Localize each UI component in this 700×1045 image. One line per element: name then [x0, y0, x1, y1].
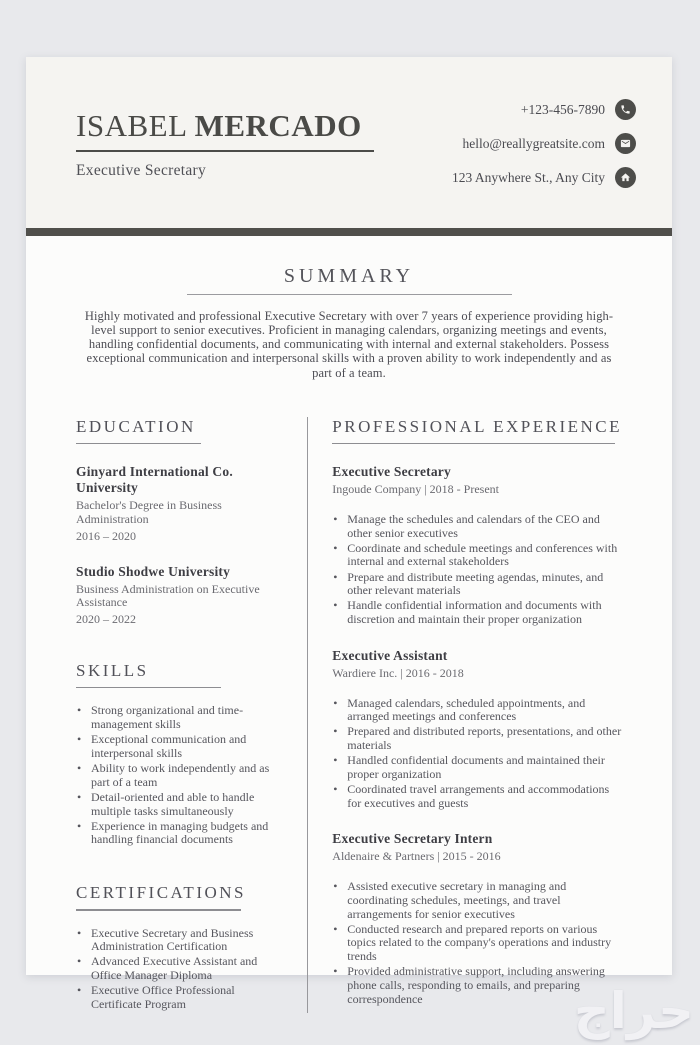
resume-header: [26, 57, 672, 228]
skill-item: • Detail-oriented and able to handle multiple tasks simultaneously: [76, 791, 285, 818]
job-bullet: • Handle confidential information and documents with discretion and maintain their proper organization: [332, 599, 622, 626]
job-bullet: • Prepare and distribute meeting agendas, minutes, and other relevant materials: [332, 571, 622, 598]
job-bullet: • Conducted research and prepared reports on various topics related to the company's operations and industry trends: [332, 923, 622, 964]
education-heading: EDUCATION: [76, 416, 196, 436]
skills-heading: SKILLS: [76, 660, 149, 680]
home-icon: [615, 167, 636, 188]
certification-item: • Executive Secretary and Business Administration Certification: [76, 927, 285, 954]
street-address: 123 Anywhere St., Any City: [451, 169, 605, 185]
last-name: MERCADO: [194, 108, 362, 143]
email-address: hello@reallygreatsite.com: [462, 135, 605, 151]
resume-body: [26, 265, 672, 1045]
certification-item: • Advanced Executive Assistant and Office Manager Diploma: [76, 955, 285, 982]
certifications-section: [76, 883, 285, 1012]
skill-item: • Strong organizational and time-management skills: [76, 704, 285, 731]
summary-section: [76, 265, 622, 380]
job-bullet: • Prepared and distributed reports, presentations, and other materials: [332, 725, 622, 752]
experience-underline: [332, 443, 615, 445]
summary-underline: [187, 294, 512, 295]
skills-list: [76, 704, 285, 847]
job-bullet: • Assisted executive secretary in managing and coordinating schedules, meetings, and travel arrangements for senior executives: [332, 880, 622, 921]
job-bullet: • Coordinate and schedule meetings and conferences with internal and external stakeholders: [332, 542, 622, 569]
skills-section: [76, 661, 285, 847]
email-icon: [615, 133, 636, 154]
job-bullet: • Managed calendars, scheduled appointments, and arranged meetings and conferences: [332, 697, 622, 724]
school-name: Studio Shodwe University: [76, 563, 231, 579]
job-bullet: • Handled confidential documents and maintained their proper organization: [332, 754, 622, 781]
skill-item: • Experience in managing budgets and handling financial documents: [76, 820, 285, 847]
job-bullet: • Provided administrative support, including answering phone calls, responding to emails, and preparing correspondence: [332, 965, 622, 1006]
summary-heading: SUMMARY: [283, 265, 415, 287]
experience-section: [332, 417, 622, 1007]
job-title-3: Executive Secretary Intern: [332, 831, 493, 847]
education-dates: 2020 – 2022: [76, 612, 136, 627]
job-meta-2: Wardiere Inc. | 2016 - 2018: [332, 665, 464, 680]
header-divider-bar: [26, 228, 672, 236]
education-dates: 2016 – 2020: [76, 528, 136, 543]
contact-row-phone: [452, 99, 636, 120]
haraj-watermark: حراج: [573, 982, 694, 1040]
job-entry: [332, 831, 622, 1006]
contact-row-email: [452, 133, 636, 154]
identity-block: [76, 109, 374, 228]
contact-list: [452, 99, 636, 228]
certification-item: • Executive Office Professional Certificate Program: [76, 984, 285, 1011]
skill-item: • Exceptional communication and interpersonal skills: [76, 733, 285, 760]
contact-row-address: [452, 167, 636, 188]
right-column: [308, 417, 622, 1014]
skill-item: • Ability to work independently and as part of a team: [76, 762, 285, 789]
skills-underline: [76, 687, 221, 689]
job-bullets-1: [332, 513, 622, 627]
certifications-underline: [76, 909, 241, 911]
person-name: [76, 109, 374, 143]
education-entry: [76, 464, 285, 543]
certifications-heading: CERTIFICATIONS: [76, 883, 246, 903]
job-meta-3: Aldenaire & Partners | 2015 - 2016: [332, 849, 501, 864]
phone-icon: [615, 99, 636, 120]
degree: Business Administration on Executive Assistance: [76, 581, 260, 610]
two-column-area: [76, 417, 622, 1045]
education-section: [76, 417, 285, 627]
phone-number: +123-456-7890: [520, 101, 605, 117]
job-entry: [332, 464, 622, 627]
job-bullet: • Coordinated travel arrangements and accommodations for executives and guests: [332, 783, 622, 810]
job-title: Executive Secretary: [76, 162, 207, 180]
job-bullets-2: [332, 697, 622, 811]
summary-text: Highly motivated and professional Executive Secretary with over 7 years of experience providing high-level support to senior executives. Proficient in managing calendars, organizing meetings and events, handling confidential documents, and communicating with internal and external stakeholders. Possess exceptional communication and interpersonal skills with a proven ability to work independently and as part of a team.: [84, 309, 614, 380]
education-underline: [76, 443, 201, 445]
job-title-2: Executive Assistant: [332, 647, 448, 663]
job-title-1: Executive Secretary: [332, 464, 451, 480]
experience-heading: PROFESSIONAL EXPERIENCE: [332, 416, 622, 436]
first-name: ISABEL: [76, 108, 187, 143]
job-entry: [332, 648, 622, 811]
education-entry: [76, 564, 285, 627]
resume-page: [26, 57, 672, 1011]
left-column: [76, 417, 308, 1014]
certifications-list: [76, 927, 285, 1012]
degree: Bachelor's Degree in Business Administration: [76, 498, 222, 526]
job-meta-1: Ingoude Company | 2018 - Present: [332, 482, 500, 497]
name-underline: [76, 150, 374, 152]
school-name: Ginyard International Co. University: [76, 464, 233, 496]
job-bullet: • Manage the schedules and calendars of the CEO and other senior executives: [332, 513, 622, 540]
